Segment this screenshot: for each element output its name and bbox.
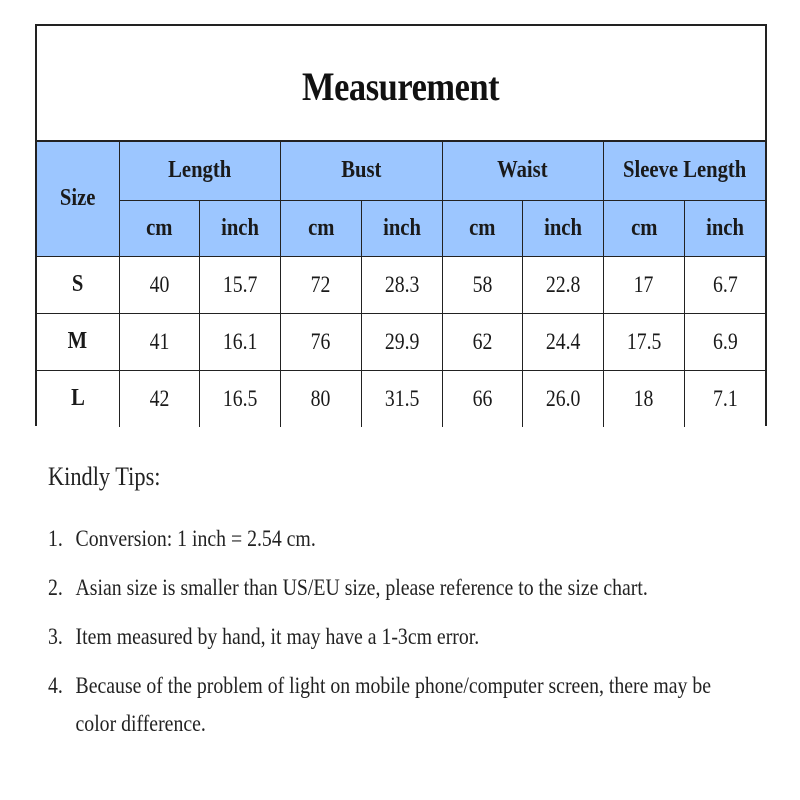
tip-number: 3. [48,624,63,649]
tip-text: Because of the problem of light on mobile phone/computer screen, there may be color difference. [75,673,712,736]
table-cell: 6.9 [684,313,765,370]
list-item [48,667,753,743]
tip-number: 2. [48,575,63,600]
size-label: L [37,370,119,427]
table-cell: 29.9 [361,313,442,370]
table-row [37,370,765,427]
size-table [37,142,765,427]
chart-title: Measurement [302,63,500,109]
tips-list [48,520,768,743]
table-cell: 42 [119,370,200,427]
size-label: S [37,256,119,313]
group-header-length: Length [119,142,281,200]
group-header-sleeve-length: Sleeve Length [604,142,766,200]
unit-header: cm [604,200,685,256]
group-header-row [37,142,765,200]
unit-header: inch [361,200,442,256]
tip-number: 4. [48,673,63,698]
table-cell: 62 [442,313,523,370]
unit-header-row [37,200,765,256]
group-header-bust: Bust [281,142,443,200]
table-cell: 17.5 [604,313,685,370]
table-cell: 15.7 [200,256,281,313]
table-cell: 7.1 [684,370,765,427]
size-header: Size [37,142,119,256]
tips-heading: Kindly Tips: [48,462,161,491]
unit-header: cm [119,200,200,256]
table-cell: 41 [119,313,200,370]
table-cell: 6.7 [684,256,765,313]
table-cell: 72 [281,256,362,313]
title-band [37,26,765,142]
table-cell: 66 [442,370,523,427]
table-cell: 18 [604,370,685,427]
table-row [37,313,765,370]
table-cell: 58 [442,256,523,313]
unit-header: inch [523,200,604,256]
table-cell: 17 [604,256,685,313]
list-item [48,520,753,558]
table-row [37,256,765,313]
list-item [48,618,753,656]
kindly-tips [48,462,768,754]
size-label: M [37,313,119,370]
unit-header: cm [281,200,362,256]
tip-text: Item measured by hand, it may have a 1-3cm error. [75,624,480,649]
table-cell: 76 [281,313,362,370]
group-header-waist: Waist [442,142,604,200]
table-cell: 26.0 [523,370,604,427]
size-chart [35,24,767,426]
unit-header: inch [200,200,281,256]
table-cell: 28.3 [361,256,442,313]
table-cell: 24.4 [523,313,604,370]
tip-text: Conversion: 1 inch = 2.54 cm. [75,526,316,551]
table-cell: 31.5 [361,370,442,427]
table-cell: 40 [119,256,200,313]
tip-number: 1. [48,526,63,551]
tip-text: Asian size is smaller than US/EU size, please reference to the size chart. [75,575,648,600]
unit-header: inch [684,200,765,256]
list-item [48,569,753,607]
unit-header: cm [442,200,523,256]
table-cell: 16.5 [200,370,281,427]
table-cell: 80 [281,370,362,427]
table-cell: 16.1 [200,313,281,370]
table-cell: 22.8 [523,256,604,313]
